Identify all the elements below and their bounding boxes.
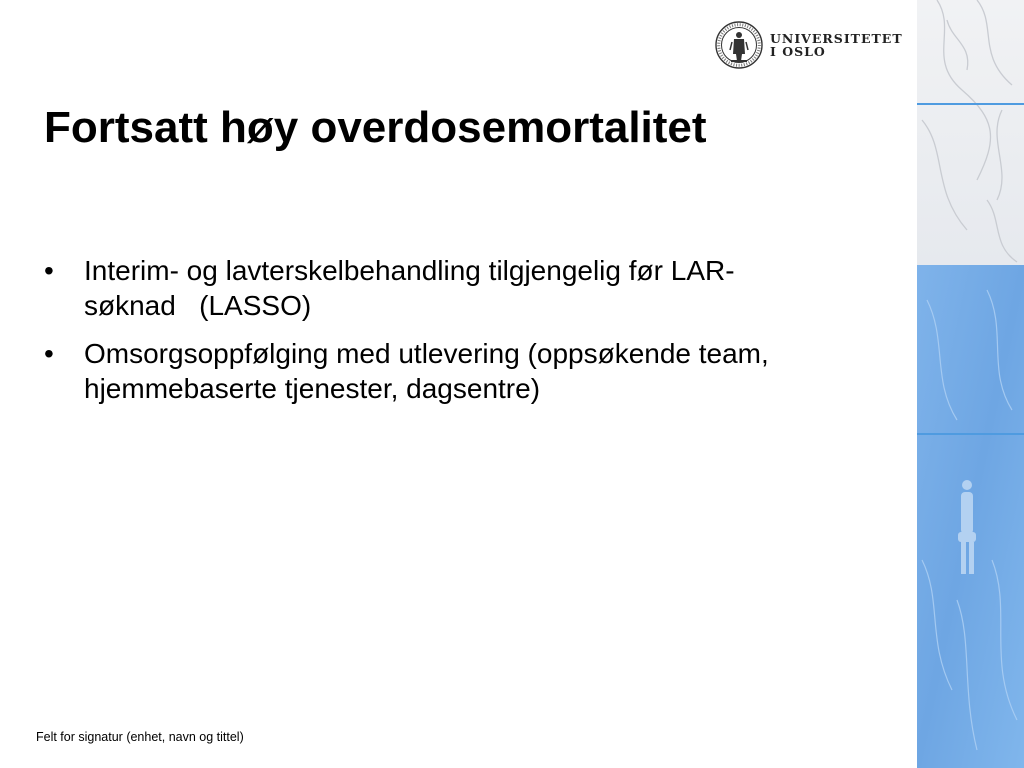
side-decoration-panel [917,0,1024,768]
university-name-line2: I OSLO [770,44,826,59]
university-seal-icon [714,20,764,70]
bullet-text: Omsorgsoppfølging med utlevering (oppsøkende team, hjemmebaserte tjenester, dagsentre) [84,338,769,404]
bullet-marker: • [44,255,54,286]
slide-title: Fortsatt høy overdosemortalitet [44,103,707,152]
footer-signature: Felt for signatur (enhet, navn og tittel) [36,730,244,744]
university-logo [714,20,904,72]
bullet-text: Interim- og lavterskelbehandling tilgjengelig før LAR-søknad (LASSO) [84,255,735,321]
decorative-statue-image [917,0,1024,768]
bullet-marker: • [44,338,54,369]
bullet-list [44,253,904,419]
university-name-line1: UNIVERSITETET [770,31,903,46]
bullet-item [44,253,904,323]
university-name [770,32,903,58]
bullet-item [44,336,904,406]
